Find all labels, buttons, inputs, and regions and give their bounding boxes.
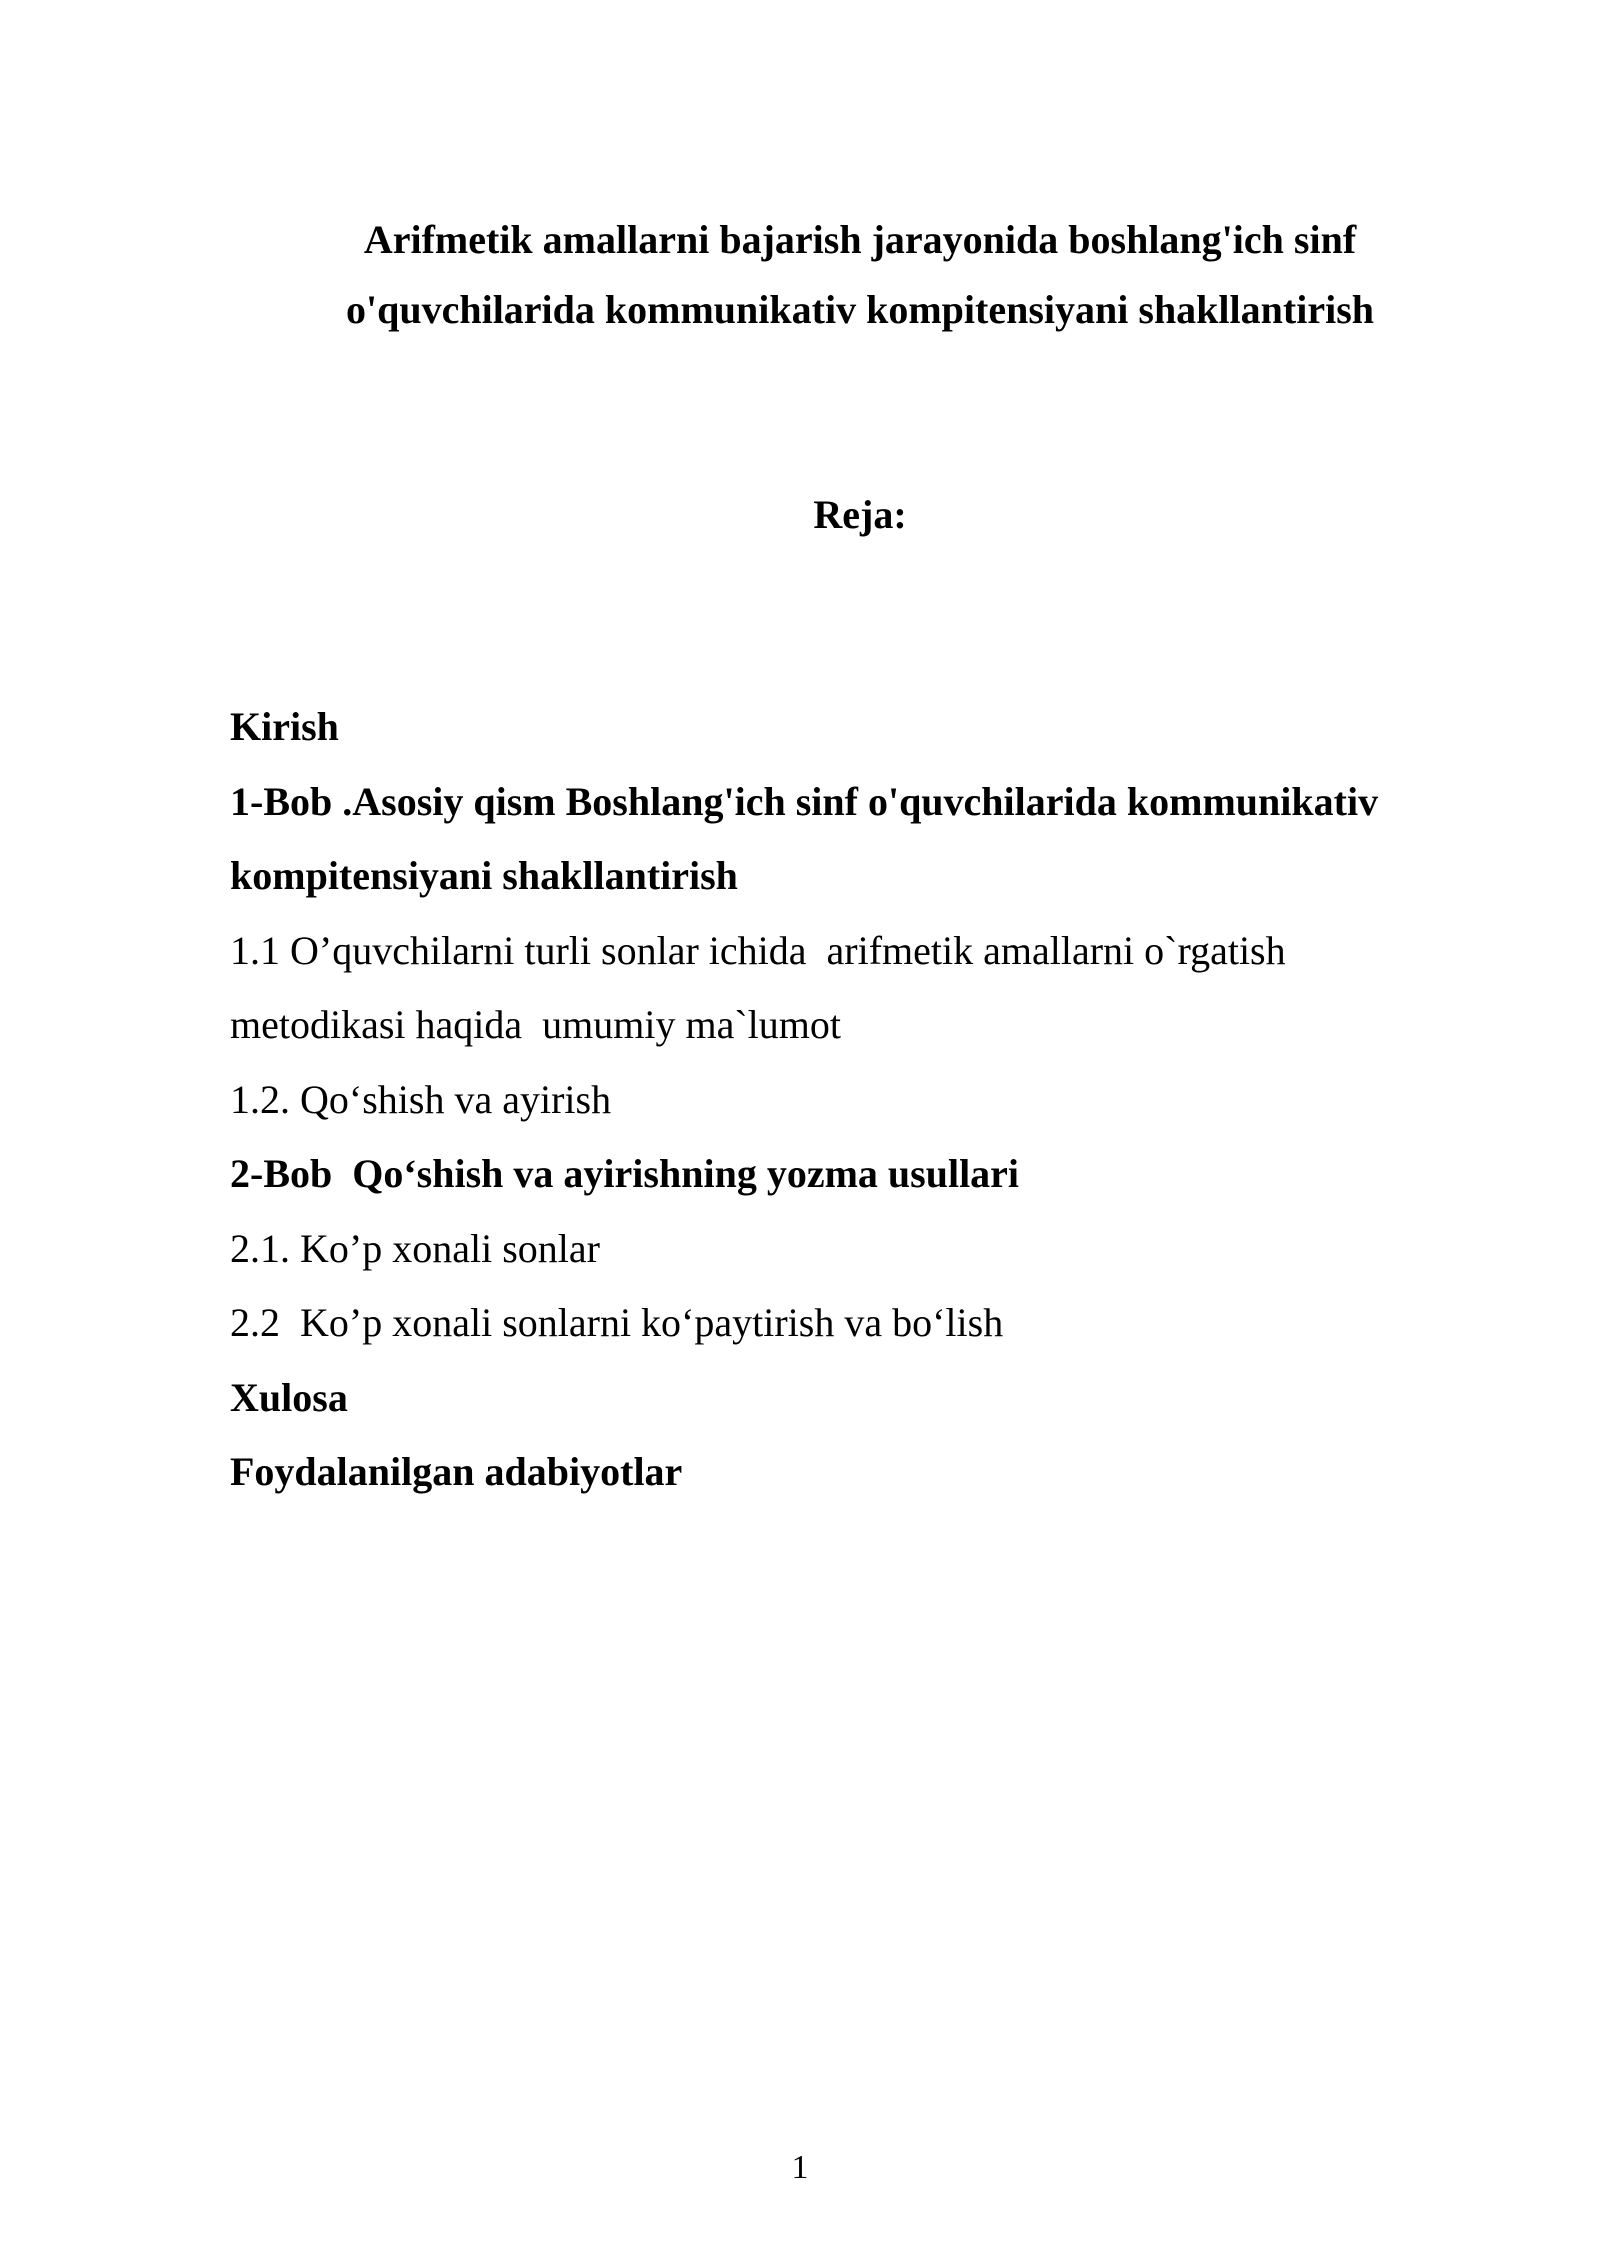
toc-item-section-1-1-continued: metodikasi haqida umumiy ma`lumot <box>230 1002 842 1047</box>
page-number: 1 <box>791 2149 809 2186</box>
table-of-contents <box>230 690 1530 1510</box>
toc-item-xulosa: Xulosa <box>230 1374 348 1420</box>
document-title <box>200 205 1520 345</box>
title-line-1: Arifmetik amallarni bajarish jarayonida boshlang'ich sinf <box>363 217 1357 262</box>
toc-item-kirish: Kirish <box>230 704 339 749</box>
toc-item-references: Foydalanilgan adabiyotlar <box>230 1449 683 1494</box>
toc-item-chapter-1: 1-Bob .Asosiy qism Boshlang'ich sinf o'quvchilarida kommunikativ <box>230 778 1379 824</box>
toc-item-section-1-1: 1.1 O’quvchilarni turli sonlar ichida arifmetik amallarni o`rgatish <box>230 927 1286 973</box>
toc-item-chapter-1-continued: kompitensiyani shakllantirish <box>230 853 738 898</box>
toc-item-section-1-2: 1.2. Qo‘shish va ayirish <box>230 1076 612 1122</box>
title-line-2: o'quvchilarida kommunikativ kompitensiyani shakllantirish <box>345 287 1375 332</box>
toc-item-chapter-2: 2-Bob Qo‘shish va ayirishning yozma usullari <box>230 1151 1020 1196</box>
toc-item-section-2-1: 2.1. Ko’p xonali sonlar <box>230 1225 600 1271</box>
toc-item-section-2-2: 2.2 Ko’p xonali sonlarni ko‘paytirish va bo‘lish <box>230 1300 1004 1345</box>
plan-heading: Reja: <box>813 492 907 537</box>
